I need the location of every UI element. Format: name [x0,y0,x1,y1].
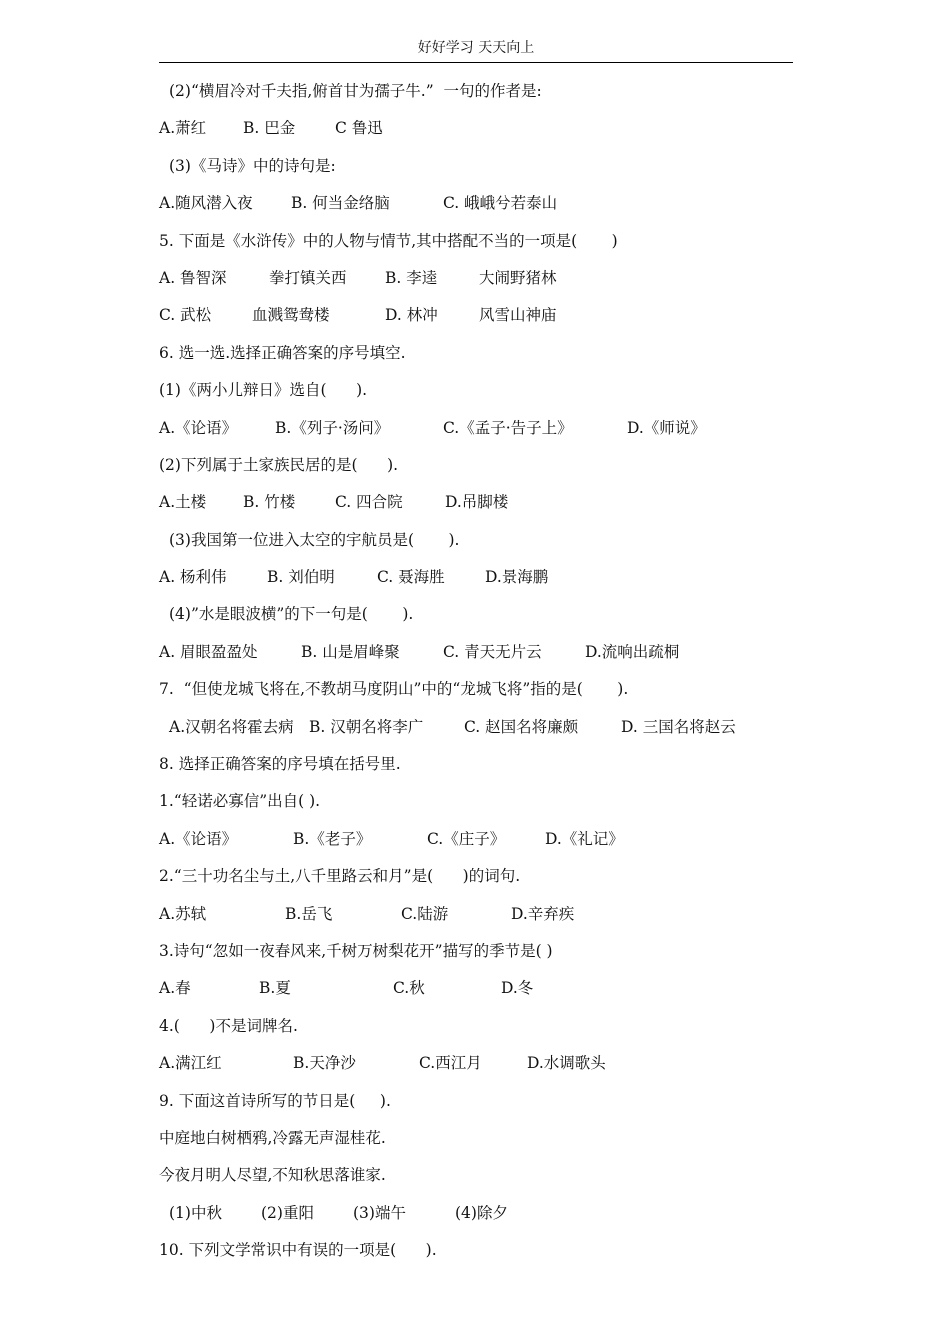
option-text: A.随风潜入夜 [159,194,253,213]
text-line [159,1195,799,1232]
text-line [159,1083,799,1120]
option-text: 大闹野猪林 [479,268,557,287]
text-line [159,671,799,708]
option-text: C.秋 [393,979,425,998]
text-line [159,1157,799,1194]
option-text: B. 巴金 [243,119,296,138]
option-text: B.《列子·汤问》 [275,418,390,437]
option-text: A.春 [159,979,191,998]
text-line [159,1232,799,1269]
text-line [159,709,799,746]
text-line [159,185,799,222]
option-text: D. 林冲 [385,306,438,325]
text-line [159,410,799,447]
line-text: 8. 选择正确答案的序号填在括号里. [159,755,401,774]
page-header [159,38,793,63]
option-text: B. 山是眉峰聚 [301,642,400,661]
text-line [159,1045,799,1082]
option-text: C. 峨峨兮若泰山 [443,194,558,213]
text-line [159,858,799,895]
option-text: D.《师说》 [627,418,706,437]
text-line [159,1120,799,1157]
option-text: (1)中秋 [169,1203,222,1222]
line-text: (2)下列属于土家族民居的是( ). [159,455,399,474]
text-line [159,73,799,110]
option-text: C.《庄子》 [427,829,506,848]
text-line [159,1008,799,1045]
text-line [159,746,799,783]
line-text: (3)我国第一位进入太空的宇航员是( ). [169,530,460,549]
option-text: B. 竹楼 [243,493,296,512]
option-text: D.辛弃疾 [511,904,575,923]
text-line [159,821,799,858]
option-text: B.天净沙 [293,1054,356,1073]
header-title: 好好学习 天天向上 [417,40,535,56]
document-body [159,73,799,1270]
text-line [159,522,799,559]
line-text: (4)”水是眼波横”的下一句是( ). [169,605,414,624]
option-text: C. 青天无片云 [443,642,542,661]
text-line [159,372,799,409]
text-line [159,634,799,671]
text-line [159,148,799,185]
option-text: B.《老子》 [293,829,372,848]
option-text: 拳打镇关西 [269,268,347,287]
option-text: A. 杨利伟 [159,568,227,587]
line-text: 2.“三十功名尘与土,八千里路云和月”是( )的词句. [159,867,521,886]
option-text: B. 汉朝名将李广 [309,717,424,736]
option-text: (2)重阳 [261,1203,314,1222]
line-text: 中庭地白树栖鸦,冷露无声湿桂花. [159,1128,386,1147]
text-line [159,783,799,820]
option-text: B. 刘伯明 [267,568,335,587]
option-text: D.吊脚楼 [445,493,509,512]
line-text: 1.“轻诺必寡信”出自( ). [159,792,321,811]
option-text: D. 三国名将赵云 [621,717,736,736]
option-text: C. 赵国名将廉颇 [464,717,579,736]
line-text: 3.诗句“忽如一夜春风来,千树万树梨花开”描写的季节是( ) [159,941,553,960]
option-text: A.《论语》 [159,829,238,848]
option-text: D.水调歌头 [527,1054,606,1073]
text-line [159,447,799,484]
option-text: C.西江月 [419,1054,482,1073]
text-line [159,559,799,596]
text-line [159,933,799,970]
text-line [159,223,799,260]
option-text: A.满江红 [159,1054,222,1073]
option-text: B.岳飞 [285,904,333,923]
option-text: C.陆游 [401,904,449,923]
option-text: C 鲁迅 [335,119,383,138]
option-text: A.汉朝名将霍去病 [169,717,294,736]
option-text: (4)除夕 [455,1203,508,1222]
option-text: A.土楼 [159,493,207,512]
line-text: 7. “但使龙城飞将在,不教胡马度阴山”中的“龙城飞将”指的是( ). [159,680,629,699]
text-line [159,970,799,1007]
option-text: A.苏轼 [159,904,207,923]
option-text: B. 何当金络脑 [291,194,390,213]
line-text: (2)“横眉冷对千夫指,俯首甘为孺子牛.” 一句的作者是: [169,82,542,100]
text-line [159,896,799,933]
text-line [159,260,799,297]
text-line [159,484,799,521]
line-text: 6. 选一选.选择正确答案的序号填空. [159,343,406,362]
option-text: D.《礼记》 [545,829,624,848]
option-text: A. 眉眼盈盈处 [159,642,258,661]
line-text: (1)《两小儿辩日》选自( ). [159,381,368,400]
option-text: C.《孟子·告子上》 [443,418,573,437]
option-text: A.萧红 [159,119,207,138]
option-text: C. 四合院 [335,493,403,512]
option-text: C. 聂海胜 [377,568,445,587]
option-text: D.冬 [501,979,534,998]
line-text: 10. 下列文学常识中有误的一项是( ). [159,1241,437,1260]
text-line [159,297,799,334]
option-text: B.夏 [259,979,291,998]
option-text: 风雪山神庙 [479,306,557,325]
option-text: D.景海鹏 [485,568,549,587]
line-text: 9. 下面这首诗所写的节日是( ). [159,1091,391,1110]
option-text: A.《论语》 [159,418,238,437]
option-text: B. 李逵 [385,268,438,287]
line-text: 4.( )不是词牌名. [159,1016,298,1035]
option-text: (3)端午 [353,1203,406,1222]
option-text: C. 武松 [159,306,212,325]
text-line [159,335,799,372]
option-text: 血溅鸳鸯楼 [252,306,330,325]
text-line [159,596,799,633]
option-text: A. 鲁智深 [159,268,227,287]
text-line [159,110,799,147]
line-text: 5. 下面是《水浒传》中的人物与情节,其中搭配不当的一项是( ) [159,231,618,250]
line-text: (3)《马诗》中的诗句是: [169,156,336,175]
option-text: D.流响出疏桐 [585,642,680,661]
line-text: 今夜月明人尽望,不知秋思落谁家. [159,1166,386,1185]
